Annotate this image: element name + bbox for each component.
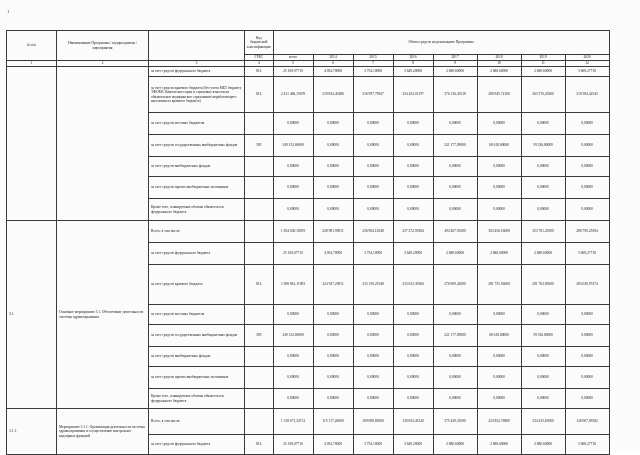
year-value: 3 649,20000 — [393, 67, 433, 77]
header-col-budget: Код бюджетной классификации — [245, 31, 274, 55]
year-value: 0,00000 — [565, 389, 609, 409]
year-value: 319 844,45486 — [313, 77, 353, 113]
year-value: 291 763,85000 — [521, 265, 565, 305]
page-number: 1 — [7, 9, 10, 14]
year-value: 0,00000 — [565, 157, 609, 177]
year-value: 0,00000 — [477, 177, 521, 199]
funding-source: за счет средств прочих внебюджетных источников — [149, 177, 245, 199]
funding-source: за счет средств федерального бюджета — [149, 243, 245, 265]
year-value: 0,00000 — [433, 305, 477, 325]
year-value: 0,00000 — [313, 135, 353, 157]
year-value: 3 649,20000 — [393, 435, 433, 455]
funding-source: за счет средств краевого бюджета (без учета МБТ бюджету ТФОМС Камчатского края и страховых взносов на обязательное медицинское страхование неработающего населения из краевого бюджета) — [149, 77, 245, 113]
year-value: 270 609,42000 — [433, 265, 477, 305]
index-cell: 2 — [57, 61, 149, 67]
year-value: 4 054,70000 — [313, 243, 353, 265]
header-year: 2019 — [521, 55, 565, 61]
year-value: 2 680,60000 — [433, 243, 477, 265]
year-value: 228 981,90911 — [313, 221, 353, 243]
year-value: 0,00000 — [433, 157, 477, 177]
total-value: 0,00000 — [273, 157, 313, 177]
year-value: 283 030,97474 — [565, 265, 609, 305]
year-value: 2 680,60000 — [521, 435, 565, 455]
grbs-code: 814 — [245, 77, 274, 113]
funding-source: за счет средств внебюджетных фондов — [149, 157, 245, 177]
year-value: 280 945,72100 — [477, 77, 521, 113]
year-value: 0,00000 — [477, 113, 521, 135]
index-cell: 1 — [7, 61, 57, 67]
total-value: 0,00000 — [273, 177, 313, 199]
year-value: 316 997,79947 — [353, 77, 393, 113]
year-value: 0,00000 — [521, 177, 565, 199]
year-value: 0,00000 — [353, 367, 393, 389]
year-value: 0,00000 — [313, 157, 353, 177]
funding-source: Всего, в том числе: — [149, 221, 245, 243]
year-value: 0,00000 — [353, 177, 393, 199]
total-value: 349 132,69000 — [273, 135, 313, 157]
year-value: 0,00000 — [565, 325, 609, 347]
grbs-code — [245, 409, 274, 435]
year-value: 2 680,60000 — [477, 67, 521, 77]
grbs-code: 395 — [245, 325, 274, 347]
total-value: 1 908 861,11903 — [273, 265, 313, 305]
year-value: 2 680,60000 — [433, 435, 477, 455]
year-value: 0,00000 — [353, 157, 393, 177]
year-value: 3 754,10000 — [353, 67, 393, 77]
year-value: 5 669,27710 — [565, 243, 609, 265]
year-value: 221 177,09000 — [433, 325, 477, 347]
year-value: 0,00000 — [313, 177, 353, 199]
total-value: 0,00000 — [273, 347, 313, 367]
year-value: 280 790,25394 — [565, 221, 609, 243]
year-value: 0,00000 — [393, 347, 433, 367]
year-value: 0,00000 — [353, 389, 393, 409]
year-value: 0,00000 — [353, 347, 393, 367]
total-value: 0,00000 — [273, 199, 313, 221]
index-cell: 4 — [245, 61, 274, 67]
year-value: 115 117,26000 — [313, 409, 353, 435]
index-cell: 6 — [313, 61, 353, 67]
year-value: 0,00000 — [313, 305, 353, 325]
header-year: 2017 — [433, 55, 477, 61]
header-col-volume: Объем средств на реализацию Программы — [273, 31, 609, 55]
year-value: 234 435,65000 — [521, 409, 565, 435]
year-value: 0,00000 — [477, 157, 521, 177]
year-value: 223 852,76800 — [477, 409, 521, 435]
year-value: 0,00000 — [477, 367, 521, 389]
year-value: 0,00000 — [393, 389, 433, 409]
year-value: 233 623,39384 — [393, 265, 433, 305]
index-cell: 8 — [393, 61, 433, 67]
year-value: 0,00000 — [477, 305, 521, 325]
grbs-code — [245, 367, 274, 389]
row-number — [7, 67, 57, 221]
year-value: 0,00000 — [521, 305, 565, 325]
year-value: 0,00000 — [565, 305, 609, 325]
year-value: 4 054,70000 — [313, 67, 353, 77]
year-value: 0,00000 — [313, 113, 353, 135]
year-value: 0,00000 — [393, 305, 433, 325]
year-value: 0,00000 — [433, 113, 477, 135]
year-value: 334 452,01197 — [393, 77, 433, 113]
total-value: 0,00000 — [273, 305, 313, 325]
year-value: 233 150,25548 — [353, 265, 393, 305]
year-value: 130 843,45320 — [393, 409, 433, 435]
year-value: 128 067,05582 — [565, 409, 609, 435]
funding-source: за счет средств федерального бюджета — [149, 435, 245, 455]
year-value: 0,00000 — [393, 135, 433, 157]
year-value: 0,00000 — [477, 347, 521, 367]
header-col-name: Наименование Программы / подпрограммы / мероприятия — [57, 31, 149, 61]
funding-source: Кроме того, планируемые объемы обязательств федерального бюджета — [149, 389, 245, 409]
grbs-code: 814 — [245, 67, 274, 77]
year-value: 0,00000 — [521, 367, 565, 389]
year-value: 3 649,20000 — [393, 243, 433, 265]
funding-source: Кроме того, планируемые объемы обязательств федерального бюджета — [149, 199, 245, 221]
year-value: 0,00000 — [313, 199, 353, 221]
year-value: 68 618,80000 — [477, 135, 521, 157]
year-value: 0,00000 — [433, 389, 477, 409]
year-value: 0,00000 — [393, 325, 433, 347]
measure-name: Мероприятие 3.1.1. Организация деятельности системы здравоохранения и осуществление контрольно-надзорных функций — [57, 409, 149, 455]
table-row — [7, 409, 610, 435]
year-value: 0,00000 — [393, 199, 433, 221]
year-value: 0,00000 — [565, 347, 609, 367]
year-value: 0,00000 — [433, 367, 477, 389]
year-value: 0,00000 — [313, 347, 353, 367]
year-value: 263 576,20200 — [521, 77, 565, 113]
measure-name: Основное мероприятие 3.1. Обеспечение деятельности системы здравоохранения — [57, 221, 149, 409]
year-value: 59 336,80000 — [521, 325, 565, 347]
total-value: 25 169,07710 — [273, 67, 313, 77]
year-value: 237 272,59384 — [393, 221, 433, 243]
funding-source: за счет средств государственных внебюджетных фондов — [149, 325, 245, 347]
year-value: 0,00000 — [433, 347, 477, 367]
year-value: 0,00000 — [313, 367, 353, 389]
table-row — [7, 221, 610, 243]
index-cell: 11 — [521, 61, 565, 67]
index-cell: 12 — [565, 61, 609, 67]
funding-source: за счет средств внебюджетных фондов — [149, 347, 245, 367]
header-year: 2020 — [565, 55, 609, 61]
year-value: 0,00000 — [353, 305, 393, 325]
total-value: 0,00000 — [273, 389, 313, 409]
year-value: 303 456,16000 — [477, 221, 521, 243]
funding-source: за счет средств прочих внебюджетных источников — [149, 367, 245, 389]
year-value: 281 755,56000 — [477, 265, 521, 305]
total-value: 25 169,07710 — [273, 435, 313, 455]
year-value: 375 429,31000 — [433, 409, 477, 435]
year-value: 0,00000 — [393, 157, 433, 177]
year-value: 224 927,20911 — [313, 265, 353, 305]
year-value: 0,00000 — [521, 389, 565, 409]
grbs-code — [245, 113, 274, 135]
grbs-code — [245, 177, 274, 199]
program-table — [6, 30, 610, 455]
header-grbs: ГРБС — [245, 55, 274, 61]
year-value: 68 618,80000 — [477, 325, 521, 347]
funding-source: за счет средств краевого бюджета — [149, 265, 245, 305]
grbs-code: 814 — [245, 435, 274, 455]
year-value: 2 680,60000 — [477, 435, 521, 455]
funding-source: за счет средств государственных внебюджетных фондов — [149, 135, 245, 157]
year-value: 0,00000 — [521, 113, 565, 135]
total-value: 1 834 630,18819 — [273, 221, 313, 243]
year-value: 0,00000 — [393, 113, 433, 135]
year-value: 0,00000 — [313, 389, 353, 409]
year-value: 0,00000 — [393, 367, 433, 389]
grbs-code: 395 — [245, 135, 274, 157]
year-value: 0,00000 — [433, 199, 477, 221]
year-value: 376 136,43518 — [433, 77, 477, 113]
year-value: 59 336,80000 — [521, 135, 565, 157]
header-total: всего — [273, 55, 313, 61]
header-year: 2014 — [313, 55, 353, 61]
year-value: 2 680,60000 — [433, 67, 477, 77]
year-value: 0,00000 — [353, 325, 393, 347]
index-cell: 3 — [149, 61, 245, 67]
year-value: 0,00000 — [521, 199, 565, 221]
year-value: 2 680,60000 — [521, 67, 565, 77]
index-cell: 7 — [353, 61, 393, 67]
funding-source: Всего, в том числе: — [149, 409, 245, 435]
year-value: 0,00000 — [521, 157, 565, 177]
grbs-code — [245, 305, 274, 325]
year-value: 494 467,91000 — [433, 221, 477, 243]
year-value: 0,00000 — [353, 135, 393, 157]
measure-name — [57, 67, 149, 221]
total-value: 0,00000 — [273, 367, 313, 389]
index-cell: 10 — [477, 61, 521, 67]
year-value: 0,00000 — [565, 113, 609, 135]
year-value: 0,00000 — [313, 325, 353, 347]
year-value: 4 054,70000 — [313, 435, 353, 455]
year-value: 319 584,42545 — [565, 77, 609, 113]
header-col-no: № п/п — [7, 31, 57, 61]
header-year: 2015 — [353, 55, 393, 61]
year-value: 2 680,60000 — [477, 243, 521, 265]
year-value: 0,00000 — [353, 199, 393, 221]
header-row — [7, 31, 610, 55]
header-year: 2018 — [477, 55, 521, 61]
grbs-code — [245, 347, 274, 367]
total-value: 1 318 671,34712 — [273, 409, 313, 435]
year-value: 109 080,83000 — [353, 409, 393, 435]
year-value: 5 669,27710 — [565, 67, 609, 77]
grbs-code — [245, 199, 274, 221]
header-year: 2016 — [393, 55, 433, 61]
row-number: 3.1.1. — [7, 409, 57, 455]
year-value: 0,00000 — [565, 135, 609, 157]
total-value: 0,00000 — [273, 113, 313, 135]
year-value: 236 904,16548 — [353, 221, 393, 243]
year-value: 0,00000 — [565, 367, 609, 389]
year-value: 221 177,09000 — [433, 135, 477, 157]
funding-source: за счет средств местных бюджетов — [149, 113, 245, 135]
year-value: 3 754,10000 — [353, 243, 393, 265]
index-cell: 9 — [433, 61, 477, 67]
year-value: 0,00000 — [353, 113, 393, 135]
funding-source: за счет средств местных бюджетов — [149, 305, 245, 325]
header-col-empty — [149, 31, 245, 61]
grbs-code — [245, 157, 274, 177]
year-value: 3 754,10000 — [353, 435, 393, 455]
grbs-code — [245, 243, 274, 265]
funding-source: за счет средств федерального бюджета — [149, 67, 245, 77]
year-value: 0,00000 — [393, 177, 433, 199]
total-value: 349 132,69000 — [273, 325, 313, 347]
year-value: 0,00000 — [477, 389, 521, 409]
index-cell: 5 — [273, 61, 313, 67]
row-number: 3.1. — [7, 221, 57, 409]
grbs-code — [245, 389, 274, 409]
table-row — [7, 67, 610, 77]
grbs-code — [245, 221, 274, 243]
year-value: 0,00000 — [521, 347, 565, 367]
year-value: 5 669,27710 — [565, 435, 609, 455]
year-value: 0,00000 — [565, 199, 609, 221]
year-value: 2 680,60000 — [521, 243, 565, 265]
total-value: 2 411 406,15678 — [273, 77, 313, 113]
year-value: 353 781,25000 — [521, 221, 565, 243]
year-value: 0,00000 — [565, 177, 609, 199]
year-value: 0,00000 — [477, 199, 521, 221]
grbs-code: 814 — [245, 265, 274, 305]
total-value: 25 169,07710 — [273, 243, 313, 265]
year-value: 0,00000 — [433, 177, 477, 199]
